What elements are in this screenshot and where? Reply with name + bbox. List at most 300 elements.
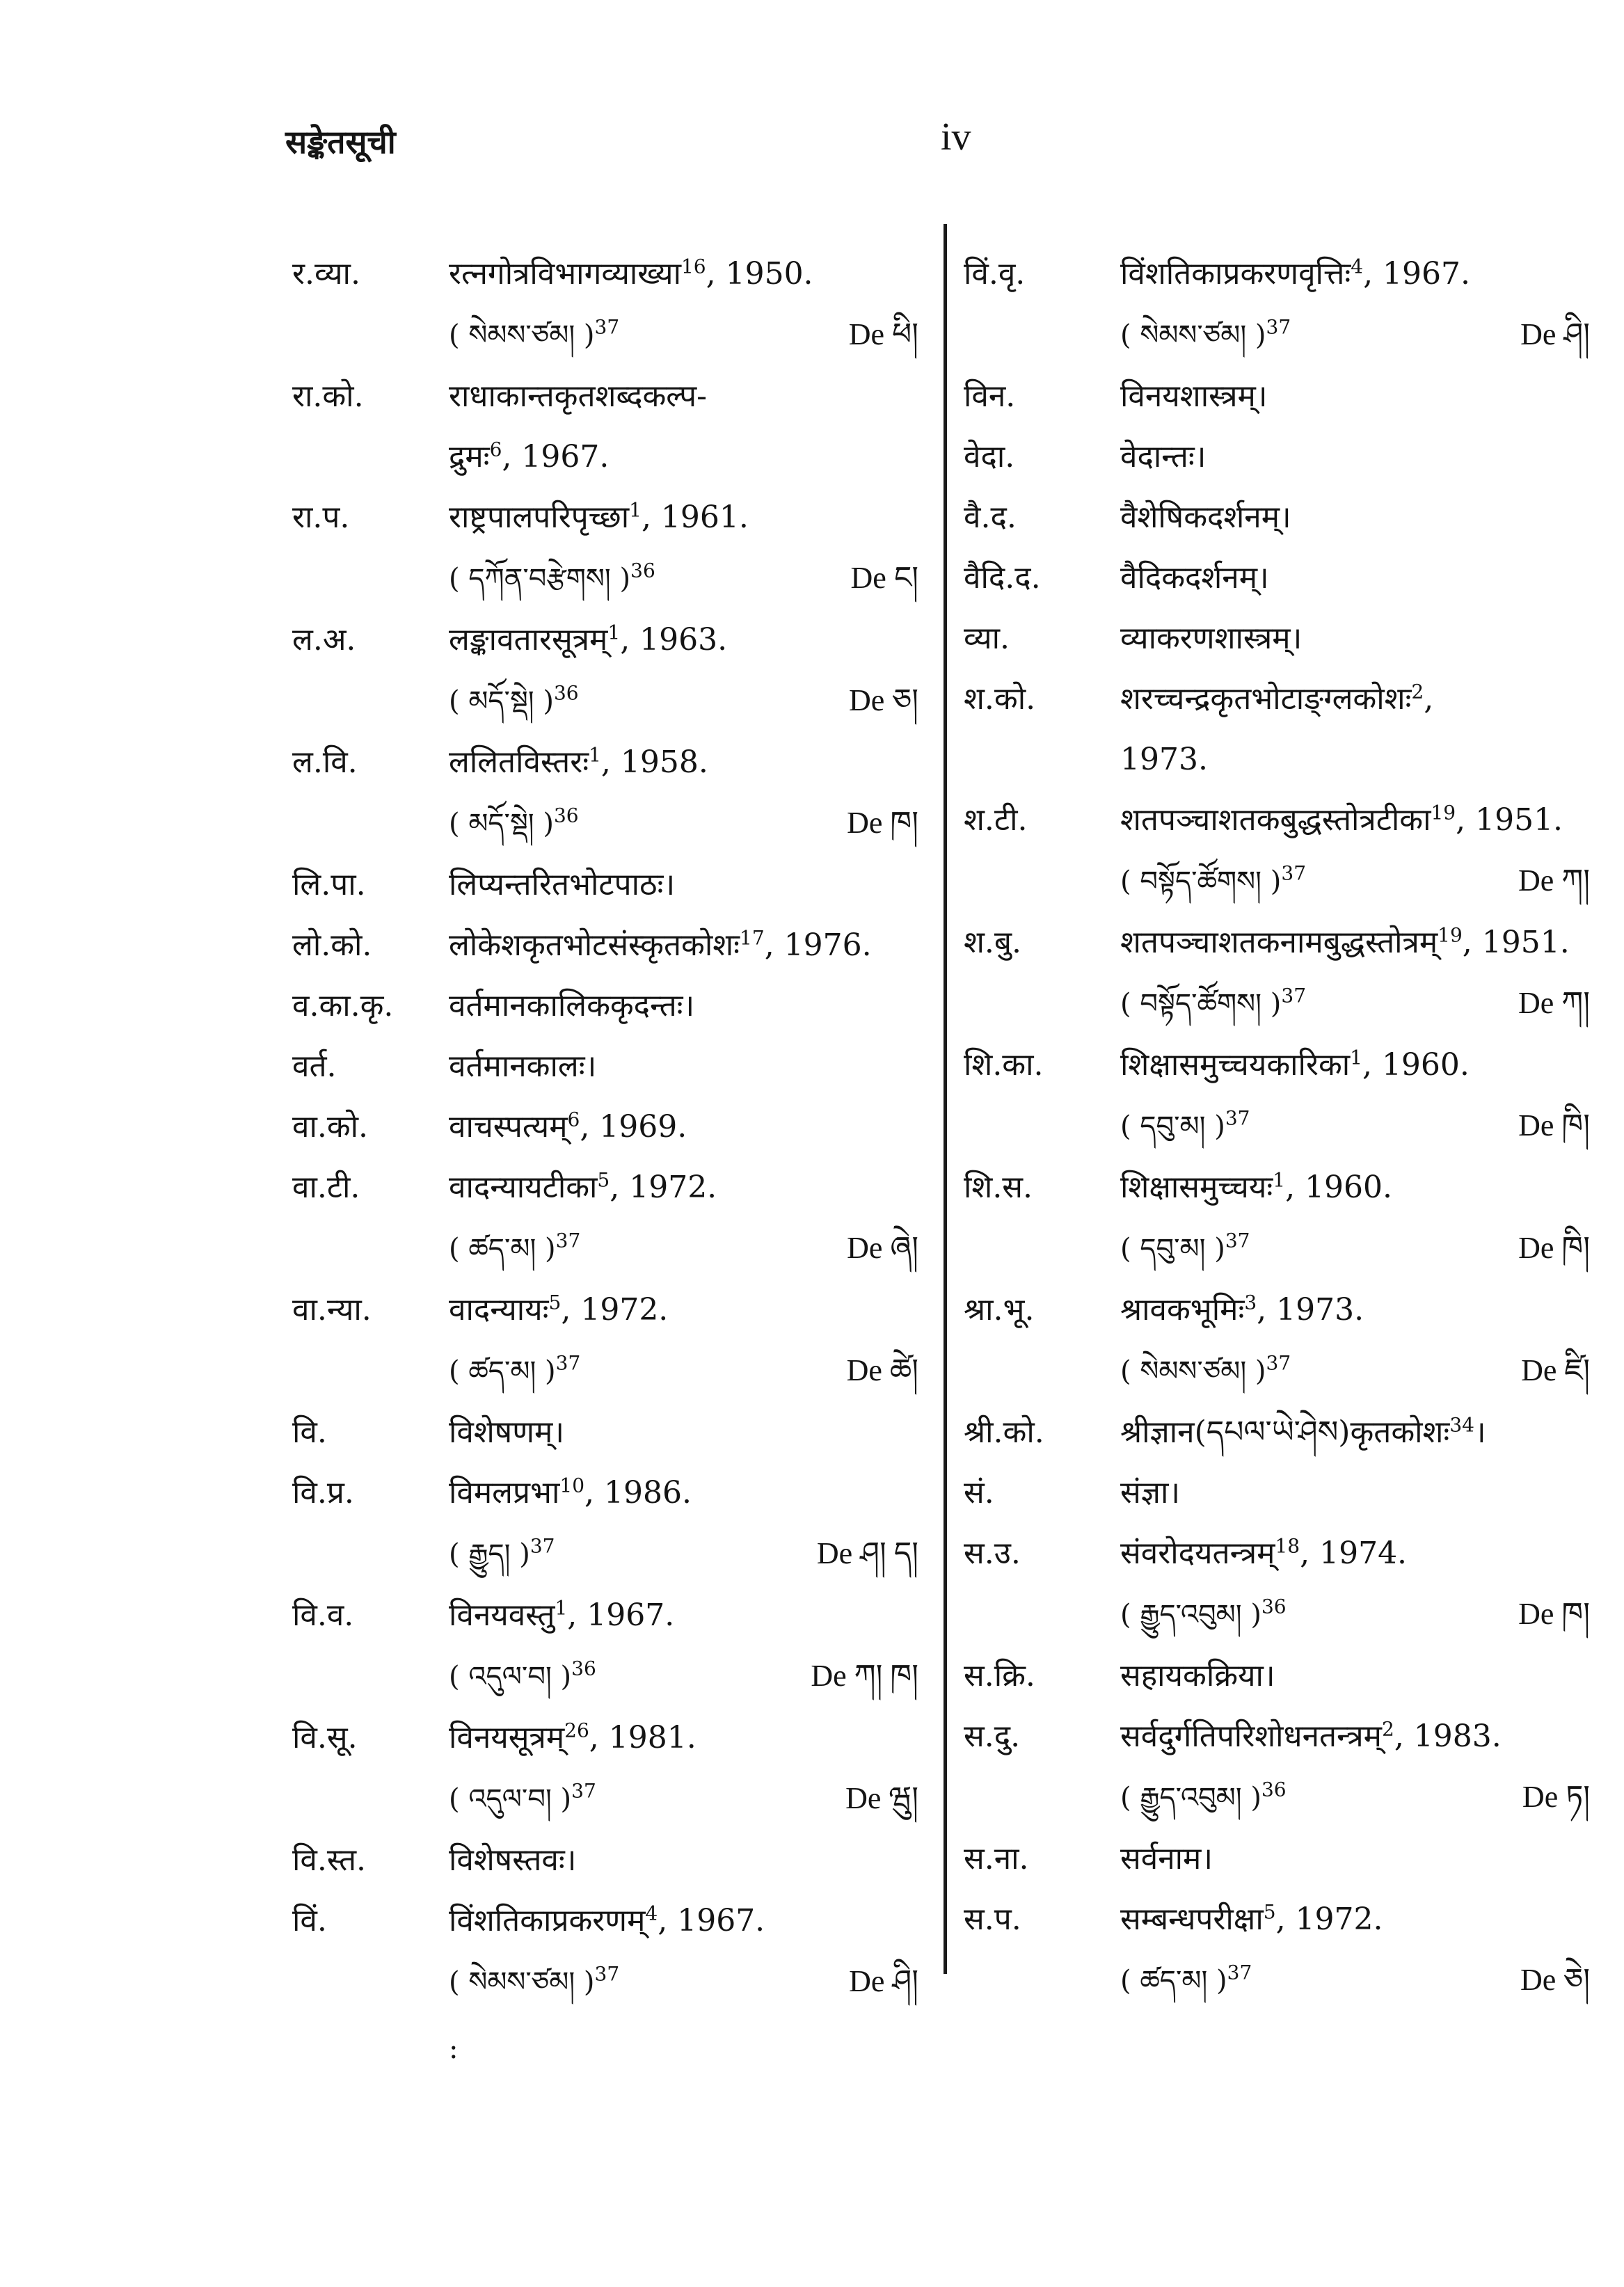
entry-body: [449, 1707, 918, 1830]
abbreviation-entry: [964, 608, 1590, 669]
entry-title: लोकेशकृतभोटसंस्कृतकोशः: [449, 927, 740, 963]
tibetan-footnote-ref: 36: [553, 681, 579, 705]
entry-title-line: [1120, 1402, 1590, 1463]
tibetan-section-name: ( ཚད་མ། ): [449, 1233, 556, 1265]
entry-title-line: [449, 1036, 918, 1097]
tibetan-section: [449, 1523, 555, 1585]
footnote-ref: 26: [564, 1719, 589, 1742]
entry-body: [449, 854, 918, 915]
entry-title-line: [449, 1097, 918, 1157]
tibetan-footnote-ref: 37: [594, 1962, 620, 1986]
tibetan-footnote-ref: 37: [1225, 1229, 1250, 1252]
entry-title-line: [449, 1830, 918, 1890]
tibetan-section-name: ( སེམས་ཙམ། ): [449, 319, 595, 351]
tibetan-section: [449, 792, 579, 854]
tibetan-source-line: [449, 792, 918, 854]
entry-title: वर्तमानकालः।: [449, 1049, 597, 1084]
entry-title: शिक्षासमुच्चयः: [1120, 1170, 1273, 1205]
entry-title-line: [1120, 487, 1590, 548]
abbreviation-entry: [292, 1402, 918, 1463]
entry-year: ।: [1474, 1415, 1486, 1450]
entry-year: , 1958.: [600, 744, 708, 780]
abbreviation-entry: [292, 366, 918, 487]
tibetan-section-name: ( མདོ་སྡེ། ): [449, 685, 554, 717]
footnote-ref: 2: [1381, 1717, 1394, 1741]
footnote-ref: 1: [1350, 1046, 1362, 1069]
tibetan-section: [449, 1340, 580, 1402]
tibetan-section: [449, 1218, 580, 1280]
entry-year: , 1967.: [567, 1597, 675, 1633]
entry-title-line: [449, 1280, 918, 1340]
abbreviation: लि.पा.: [292, 867, 366, 902]
tibetan-section: [449, 548, 655, 609]
abbreviation: स.ना.: [964, 1841, 1029, 1876]
entry-body: [1120, 1463, 1590, 1523]
entry-body: [1120, 1402, 1590, 1463]
tibetan-source-line: [1120, 304, 1590, 366]
footnote-ref: 1: [589, 743, 601, 767]
tibetan-source-line: [1120, 1218, 1590, 1280]
right-column: [964, 244, 1590, 2011]
entry-title-line: [1120, 912, 1590, 973]
entry-body: [1120, 1828, 1590, 1889]
entry-body: [1120, 1157, 1590, 1280]
entry-title: ललितविस्तरः: [449, 744, 589, 780]
abbreviation-entry: [964, 1463, 1590, 1523]
derge-reference: De ང།: [850, 561, 918, 595]
footnote-ref: 5: [1263, 1900, 1276, 1924]
abbreviation-entry: [292, 1097, 918, 1157]
entry-body: [449, 1157, 918, 1280]
abbreviation: वा.को.: [292, 1109, 369, 1145]
entry-body: [449, 1463, 918, 1585]
left-column: [292, 244, 918, 2013]
footnote-ref: 1: [555, 1596, 568, 1620]
entry-body: [1120, 1889, 1590, 2011]
entry-body: [449, 1280, 918, 1402]
entry-year: , 1967.: [1363, 256, 1470, 292]
entry-title: वाचस्पत्यम्: [449, 1109, 568, 1145]
tibetan-section: [1120, 1767, 1287, 1828]
entry-title: रत्नगोत्रविभागव्याख्या: [449, 256, 681, 292]
abbreviation: वैदि.द.: [964, 560, 1041, 596]
entry-title-line: [1120, 669, 1590, 729]
abbreviation: रा.प.: [292, 500, 350, 535]
entry-year: , 1950.: [706, 256, 813, 292]
entry-title: लिप्यन्तरितभोटपाठः।: [449, 867, 676, 902]
abbreviation: सं.: [964, 1475, 994, 1511]
tibetan-section: [449, 1951, 619, 2013]
abbreviation: वै.द.: [964, 500, 1017, 535]
tibetan-source-line: [449, 1768, 918, 1830]
abbreviation-entry: [964, 1889, 1590, 2011]
entry-title: शतपञ्चाशतकनामबुद्धस्तोत्रम्: [1120, 925, 1438, 960]
abbreviation-entry: [964, 366, 1590, 427]
tibetan-section-name: ( རྒྱུད་འབུམ། ): [1120, 1599, 1261, 1631]
entry-title: राधाकान्तकृतशब्दकल्प-: [449, 378, 708, 414]
tibetan-footnote-ref: 37: [530, 1534, 555, 1558]
entry-title-line: [1120, 427, 1590, 487]
entry-year: , 1951.: [1462, 925, 1570, 960]
footnote-ref: 17: [740, 926, 765, 950]
derge-reference: De ཝུ།: [845, 1781, 918, 1815]
entry-title: विमलप्रभा: [449, 1475, 560, 1511]
abbreviation-entry: [292, 244, 918, 366]
abbreviation-entry: [964, 1280, 1590, 1402]
derge-reference: De ཕི།: [848, 317, 918, 351]
entry-title: वैदिकदर्शनम्।: [1120, 560, 1269, 596]
abbreviation: विं.: [292, 1903, 327, 1938]
entry-title-line: [1120, 244, 1590, 304]
tibetan-section: [1120, 1218, 1250, 1280]
abbreviation-entry: [964, 1706, 1590, 1828]
entry-body: [1120, 244, 1590, 366]
abbreviation-entry: [292, 732, 918, 854]
page-number: iv: [941, 115, 971, 159]
entry-title: शतपञ्चाशतकबुद्धस्तोत्रटीका: [1120, 802, 1431, 838]
abbreviation-entry: [292, 487, 918, 609]
entry-body: [1120, 912, 1590, 1035]
abbreviation: शि.का.: [964, 1047, 1044, 1083]
entry-body: [449, 1585, 918, 1707]
derge-reference: De ཛི།: [1521, 1353, 1590, 1387]
derge-reference: De ཀ།: [1518, 863, 1590, 898]
entry-title: विंशतिकाप्रकरणम्: [449, 1903, 646, 1938]
entry-title-line: [1120, 548, 1590, 608]
abbreviation: श.को.: [964, 681, 1036, 717]
entry-body: [449, 609, 918, 732]
tibetan-section: [1120, 1340, 1291, 1402]
entry-title-line: [449, 1707, 918, 1768]
abbreviation-entry: [964, 548, 1590, 608]
abbreviation: वा.न्या.: [292, 1292, 372, 1328]
derge-reference: De ཤི།: [849, 1964, 918, 1998]
tibetan-footnote-ref: 37: [594, 315, 620, 339]
entry-title-line: [1120, 366, 1590, 427]
derge-reference: De ཁི།: [1518, 1231, 1590, 1265]
footnote-ref: 34: [1449, 1413, 1474, 1437]
tibetan-section-name: ( མདོ་སྡེ། ): [449, 808, 554, 840]
entry-year: , 1972.: [561, 1292, 669, 1328]
entry-title: वादन्यायः: [449, 1292, 549, 1328]
entry-body: [449, 915, 918, 975]
derge-reference: De ཁ།: [847, 806, 918, 840]
tibetan-section-name: ( རྒྱུད་འབུམ། ): [1120, 1782, 1261, 1814]
abbreviation: स.दु.: [964, 1719, 1021, 1754]
entry-year: , 1974.: [1300, 1536, 1408, 1571]
entry-body: [449, 1890, 918, 2013]
abbreviation: लो.को.: [292, 927, 372, 963]
entry-title-line: [1120, 1463, 1590, 1523]
abbreviation-entry: [292, 1036, 918, 1097]
entry-title: सर्वदुर्गतिपरिशोधनतन्त्रम्: [1120, 1719, 1382, 1754]
entry-year: , 1972.: [610, 1170, 717, 1205]
tibetan-footnote-ref: 36: [553, 804, 579, 827]
entry-title-line: [449, 1585, 918, 1645]
abbreviation-entry: [292, 1830, 918, 1890]
tibetan-section-name: ( རྒྱུད། ): [449, 1538, 530, 1570]
entry-title: शरच्चन्द्रकृतभोटाङ्ग्लकोशः: [1120, 681, 1412, 717]
entry-title-line: [1120, 1035, 1590, 1095]
abbreviation: र.व्या.: [292, 256, 360, 292]
entry-body: [1120, 548, 1590, 608]
abbreviation: विं.वृ.: [964, 256, 1026, 292]
abbreviation: शि.स.: [964, 1170, 1033, 1205]
entry-body: [1120, 487, 1590, 548]
tibetan-source-line: [1120, 1767, 1590, 1828]
entry-title: सहायकक्रिया।: [1120, 1658, 1275, 1694]
tibetan-section: [449, 670, 579, 732]
tibetan-source-line: [1120, 1584, 1590, 1645]
entry-title-line: [1120, 1828, 1590, 1889]
entry-title-line: [449, 427, 918, 487]
entry-body: [1120, 669, 1590, 790]
tibetan-source-line: [449, 1218, 918, 1280]
abbreviation: ल.अ.: [292, 622, 356, 658]
tibetan-source-line: [449, 548, 918, 609]
abbreviation-entry: [292, 854, 918, 915]
entry-year: , 1960.: [1285, 1170, 1393, 1205]
footnote-ref: 5: [548, 1291, 562, 1314]
tibetan-footnote-ref: 36: [571, 1657, 596, 1680]
tibetan-source-line: [1120, 850, 1590, 912]
tibetan-section-name: ( ཚད་མ། ): [1120, 1965, 1227, 1997]
abbreviation: स.उ.: [964, 1536, 1021, 1571]
footnote-ref: 2: [1411, 680, 1424, 703]
abbreviation: वेदा.: [964, 439, 1015, 475]
tibetan-source-line: [449, 1340, 918, 1402]
entry-title-line: [1120, 1645, 1590, 1706]
entry-body: [449, 487, 918, 609]
tibetan-section-name: ( བསྟོད་ཚོགས། ): [1120, 866, 1282, 898]
entry-title: सम्बन्धपरीक्षा: [1120, 1902, 1264, 1937]
tibetan-source-line: [449, 670, 918, 732]
entry-year: , 1969.: [580, 1109, 687, 1145]
entry-title: वैशेषिकदर्शनम्।: [1120, 500, 1291, 535]
entry-title-line: [449, 915, 918, 975]
entry-year: , 1986.: [584, 1475, 692, 1511]
entry-title: विंशतिकाप्रकरणवृत्तिः: [1120, 256, 1351, 292]
abbreviation: श्री.को.: [964, 1415, 1044, 1450]
entry-title-line: [449, 487, 918, 548]
footnote-ref: 3: [1244, 1291, 1257, 1314]
entry-body: [449, 1097, 918, 1157]
entry-body: [1120, 1280, 1590, 1402]
entry-title-line: [1120, 608, 1590, 669]
tibetan-source-line: [1120, 1950, 1590, 2011]
tibetan-footnote-ref: 37: [555, 1351, 581, 1375]
entry-body: [1120, 1706, 1590, 1828]
abbreviation-entry: [964, 1402, 1590, 1463]
tibetan-source-line: [449, 1523, 918, 1585]
stray-mark: :: [449, 2033, 459, 2065]
abbreviation-entry: [964, 1035, 1590, 1157]
footnote-ref: 18: [1275, 1534, 1300, 1558]
tibetan-section-name: ( སེམས་ཙམ། ): [1120, 319, 1266, 351]
entry-body: [449, 1036, 918, 1097]
tibetan-footnote-ref: 37: [1225, 1106, 1250, 1130]
entry-title: सर्वनाम।: [1120, 1841, 1213, 1876]
running-header: सङ्केतसूची: [285, 123, 396, 161]
entry-year: ,: [1424, 681, 1434, 717]
abbreviation-entry: [964, 1645, 1590, 1706]
entry-body: [1120, 1645, 1590, 1706]
entry-title: वादन्यायटीका: [449, 1170, 598, 1205]
entry-title-line: [449, 366, 918, 427]
entry-title-line: [1120, 729, 1590, 790]
entry-body: [1120, 1523, 1590, 1645]
entry-title-line: [1120, 790, 1590, 850]
tibetan-source-line: [449, 1951, 918, 2013]
tibetan-section-name: ( དབུ་མ། ): [1120, 1233, 1225, 1265]
footnote-ref: 6: [489, 438, 502, 461]
entry-title-line: [449, 1890, 918, 1951]
tibetan-footnote-ref: 37: [1281, 984, 1307, 1007]
derge-reference: De ཀ། ཁ།: [811, 1659, 918, 1693]
entry-title: विनयवस्तु: [449, 1597, 555, 1633]
tibetan-section: [449, 304, 619, 366]
abbreviation-entry: [292, 975, 918, 1036]
entry-year: , 1960.: [1362, 1047, 1470, 1083]
abbreviation: विन.: [964, 378, 1016, 414]
abbreviation-entry: [292, 1707, 918, 1830]
entry-body: [449, 975, 918, 1036]
entry-title-line: [449, 854, 918, 915]
entry-title: वर्तमानकालिककृदन्तः।: [449, 988, 695, 1023]
entry-title: श्रीज्ञान(དཔལ་ཡེ་ཤེས)कृतकोशः: [1120, 1415, 1450, 1450]
abbreviation-entry: [964, 244, 1590, 366]
tibetan-section-name: ( སེམས་ཙམ། ): [1120, 1355, 1266, 1387]
tibetan-section: [1120, 1584, 1287, 1645]
derge-reference: De ཞེ།: [847, 1231, 918, 1265]
abbreviation-entry: [964, 790, 1590, 912]
abbreviation: वि.व.: [292, 1597, 354, 1633]
tibetan-footnote-ref: 37: [1266, 315, 1291, 339]
derge-reference: De ཅ།: [848, 683, 918, 717]
footnote-ref: 4: [1351, 255, 1364, 278]
entry-year: , 1961.: [641, 500, 749, 535]
tibetan-section-name: ( ཚད་མ། ): [449, 1355, 556, 1387]
tibetan-section: [1120, 850, 1306, 912]
tibetan-footnote-ref: 37: [1266, 1351, 1291, 1375]
entry-title: लङ्कावतारसूत्रम्: [449, 622, 608, 658]
column-divider: [944, 224, 947, 1974]
entry-title-line: [449, 732, 918, 792]
abbreviation-entry: [964, 487, 1590, 548]
abbreviation-entry: [292, 1585, 918, 1707]
entry-body: [449, 1830, 918, 1890]
tibetan-source-line: [1120, 1095, 1590, 1157]
footnote-ref: 5: [597, 1168, 610, 1192]
abbreviation: रा.को.: [292, 378, 364, 414]
abbreviation: वा.टी.: [292, 1170, 360, 1205]
tibetan-footnote-ref: 37: [571, 1779, 596, 1803]
entry-title: राष्ट्रपालपरिपृच्छा: [449, 500, 630, 535]
abbreviation: वि.प्र.: [292, 1475, 354, 1511]
abbreviation: व.का.कृ.: [292, 988, 394, 1023]
derge-reference: De ཤི།: [1520, 317, 1590, 351]
tibetan-section: [449, 1645, 596, 1707]
abbreviation: श्रा.भू.: [964, 1292, 1035, 1328]
derge-reference: De ཤ། ད།: [816, 1536, 918, 1570]
entry-year: , 1967.: [658, 1903, 765, 1938]
abbreviation: वर्त.: [292, 1049, 337, 1084]
abbreviation-entry: [292, 1280, 918, 1402]
abbreviation-entry: [292, 1463, 918, 1585]
derge-reference: De ཁི།: [1518, 1108, 1590, 1142]
tibetan-footnote-ref: 37: [1227, 1961, 1252, 1984]
tibetan-footnote-ref: 36: [1261, 1778, 1287, 1801]
entry-body: [1120, 427, 1590, 487]
tibetan-section-name: ( འདུལ་བ། ): [449, 1783, 572, 1815]
footnote-ref: 6: [567, 1108, 580, 1131]
entry-title-line: [449, 1402, 918, 1463]
abbreviation-entry: [964, 1157, 1590, 1280]
tibetan-section-name: ( དབུ་མ། ): [1120, 1110, 1225, 1142]
tibetan-section: [1120, 304, 1291, 366]
abbreviation-entry: [292, 609, 918, 732]
footnote-ref: 16: [680, 255, 706, 278]
abbreviation: वि.: [292, 1415, 327, 1450]
abbreviation: स.प.: [964, 1902, 1021, 1937]
entry-title: विनयशास्त्रम्।: [1120, 378, 1268, 414]
tibetan-footnote-ref: 36: [1261, 1595, 1287, 1618]
entry-year: , 1951.: [1456, 802, 1563, 838]
entry-title-line: [1120, 1706, 1590, 1767]
entry-title: श्रावकभूमिः: [1120, 1292, 1245, 1328]
entry-year: , 1983.: [1394, 1719, 1502, 1754]
abbreviation: ल.वि.: [292, 744, 358, 780]
abbreviation-entry: [292, 915, 918, 975]
tibetan-section: [1120, 973, 1306, 1035]
tibetan-footnote-ref: 36: [630, 559, 655, 582]
tibetan-source-line: [449, 304, 918, 366]
entry-body: [449, 732, 918, 854]
derge-reference: De ཚེ།: [846, 1353, 918, 1387]
tibetan-footnote-ref: 37: [555, 1229, 581, 1252]
entry-body: [449, 1402, 918, 1463]
entry-year: , 1976.: [764, 927, 872, 963]
abbreviation-entry: [292, 1157, 918, 1280]
abbreviation: वि.स्त.: [292, 1842, 367, 1878]
derge-reference: De ཀ།: [1518, 986, 1590, 1020]
entry-title: विशेषस्तवः।: [449, 1842, 577, 1878]
footnote-ref: 19: [1438, 923, 1463, 947]
entry-body: [449, 244, 918, 366]
tibetan-section: [1120, 1950, 1252, 2011]
tibetan-footnote-ref: 37: [1281, 861, 1307, 885]
derge-reference: De ཅེ།: [1520, 1963, 1590, 1997]
abbreviation-entry: [964, 1828, 1590, 1889]
entry-body: [1120, 1035, 1590, 1157]
abbreviation-entry: [964, 427, 1590, 487]
entry-title: व्याकरणशास्त्रम्।: [1120, 621, 1303, 656]
entry-title: विनयसूत्रम्: [449, 1720, 565, 1755]
tibetan-section-name: ( འདུལ་བ། ): [449, 1661, 572, 1693]
abbreviation: श.टी.: [964, 802, 1028, 838]
entry-title-line: [449, 244, 918, 304]
entry-body: [449, 366, 918, 487]
footnote-ref: 1: [629, 498, 642, 522]
abbreviation: स.क्रि.: [964, 1658, 1035, 1694]
entry-year: , 1972.: [1275, 1902, 1383, 1937]
tibetan-section-name: ( བསྟོད་ཚོགས། ): [1120, 988, 1282, 1020]
entry-title-line: [1120, 1523, 1590, 1584]
entry-body: [1120, 608, 1590, 669]
abbreviation: व्या.: [964, 621, 1010, 656]
tibetan-section: [1120, 1095, 1250, 1157]
entry-title-line: [449, 1157, 918, 1218]
